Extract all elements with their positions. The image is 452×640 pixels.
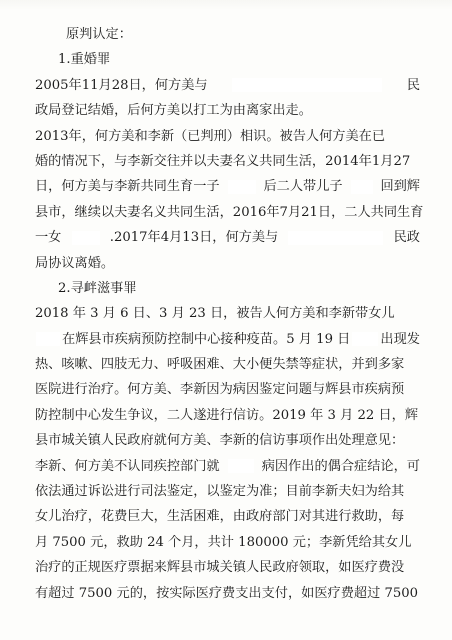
text-line [0, 479, 452, 504]
text-line [0, 225, 452, 250]
redaction-block [228, 459, 254, 473]
text-segment: 政局登记结婚，后何方美以打工为由离家出走。 [35, 103, 312, 119]
text-segment: 在辉县市疾病预防控制中心接种疫苗。5 月 19 日 [62, 331, 351, 347]
text-line [0, 124, 452, 149]
text-segment: .2017年4月13日，何方美与 [109, 230, 279, 246]
heading-bigamy [0, 47, 452, 72]
redaction-block [352, 332, 378, 346]
text-segment: 县市，继续以夫妻名义共同生活，2016年7月21日，二人共同生育 [35, 204, 424, 220]
text-segment: 县市城关镇人民政府就何方美、李新的信访事项作出处理意见： [35, 433, 405, 449]
text-segment: 2018 年 3 月 6 日、3 月 23 日，被告人何方美和李新带女儿 [35, 306, 395, 322]
redaction-block [228, 180, 256, 194]
heading-text: 1.重婚罪 [58, 52, 111, 68]
text-line [0, 301, 452, 326]
heading-text: 2.寻衅滋事罪 [58, 280, 137, 296]
intro-text: 原判认定： [66, 27, 132, 42]
text-line [0, 251, 452, 276]
text-line [0, 530, 452, 555]
text-segment: 治疗的正规医疗票据来辉县市城关镇人民政府领取，如医疗费没 [35, 560, 405, 576]
text-line [0, 327, 452, 352]
text-line [0, 504, 452, 529]
text-segment: 月 7500 元，救助 24 个月，共计 180000 元；李新凭给其女儿 [35, 534, 412, 550]
heading-provocation [0, 276, 452, 301]
text-line [0, 581, 452, 606]
text-line [0, 403, 452, 428]
text-segment: 局协议离婚。 [35, 255, 115, 271]
text-segment: 依法通过诉讼进行司法鉴定，以鉴定为准；目前李新夫妇为给其 [35, 484, 405, 500]
text-segment: 医院进行治疗。何方美、李新因为病因鉴定问题与辉县市疾病预 [35, 382, 405, 398]
text-segment: 日，何方美与李新共同生育一子 [35, 179, 220, 195]
text-segment: 回到辉 [380, 179, 420, 195]
redaction-block [232, 78, 382, 92]
redaction-block [288, 231, 383, 245]
redaction-block [36, 332, 60, 346]
text-segment: 后二人带儿子 [263, 179, 343, 195]
text-segment: 婚的情况下，与李新交往并以夫妻名义共同生活，2014年1月27 [35, 153, 411, 169]
text-line [0, 200, 452, 225]
text-segment: 有超过 7500 元的，按实际医疗费支出支付，如医疗费超过 7500 [35, 585, 419, 601]
text-segment: 一女 [35, 230, 62, 246]
text-line [0, 377, 452, 402]
redaction-block [351, 180, 373, 194]
text-line [0, 428, 452, 453]
text-line [0, 149, 452, 174]
text-segment: 热、咳嗽、四肢无力、呼吸困难、大小便失禁等症状，并到多家 [35, 357, 405, 373]
text-line [0, 555, 452, 580]
section-intro [0, 22, 452, 47]
text-segment: 出现发 [380, 331, 420, 347]
text-segment: 民 [406, 77, 420, 93]
redaction-block [72, 231, 100, 245]
text-line [0, 174, 452, 199]
text-line [0, 73, 452, 98]
text-line [0, 454, 452, 479]
text-line [0, 98, 452, 123]
text-segment: 2013年，何方美和李新（已判刑）相识。被告人何方美在已 [35, 128, 386, 144]
text-segment: 李新、何方美不认同疾控部门就 [35, 458, 220, 474]
text-segment: 2005年11月28日，何方美与 [35, 77, 208, 93]
text-segment: 女儿治疗，花费巨大，生活困难，由政府部门对其进行救助，每 [35, 509, 405, 525]
text-segment: 民政 [393, 230, 420, 246]
text-segment: 病因作出的偶合症结论，可 [261, 458, 420, 474]
text-line [0, 352, 452, 377]
text-segment: 防控制中心发生争议，二人遂进行信访。2019 年 3 月 22 日，辉 [35, 407, 419, 423]
